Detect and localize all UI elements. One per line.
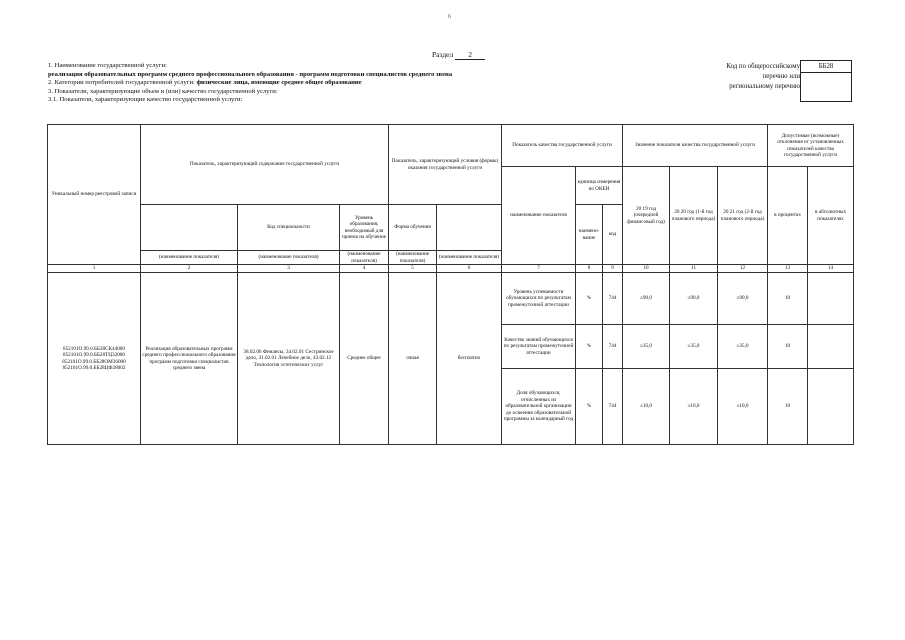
indicator-value-2: ≥90,0 xyxy=(670,273,718,325)
indicator-value-1: ≥90,0 xyxy=(623,273,670,325)
indicator-absolute xyxy=(808,273,854,325)
indicator-code: 744 xyxy=(603,369,623,445)
header-year2: 20 20 год (1-й год планового периода) xyxy=(670,167,718,265)
section-label: Раздел xyxy=(432,50,454,59)
indicator-deviation: 10 xyxy=(768,273,808,325)
category-label: 2. Категории потребителей государственной услуги: xyxy=(48,79,195,87)
colnum: 2 xyxy=(141,265,238,273)
header-quality: Показатель качества государственной услуги xyxy=(502,125,623,167)
header-absolute: в абсолютных показателях xyxy=(808,167,854,265)
note-indicator-2: (наименование показателя) xyxy=(238,251,340,265)
colnum: 12 xyxy=(718,265,768,273)
header-unit: единица измерения по ОКЕИ xyxy=(576,167,623,205)
header-year3: 20 21 год (2-й год планового периода) xyxy=(718,167,768,265)
cost-basis: бесплатно xyxy=(437,273,502,445)
header-deviation: Допустимые (возможные) отклонения от установленных показателей качества государственной услуги xyxy=(768,125,854,167)
code-label-line3: региональному перечню xyxy=(729,83,800,90)
indicator-code: 744 xyxy=(603,325,623,369)
colnum: 6 xyxy=(437,265,502,273)
indicator-value-3: ≤10,0 xyxy=(718,369,768,445)
colnum: 11 xyxy=(670,265,718,273)
header-specialty: Код специальности xyxy=(238,205,340,251)
indicator-unit: % xyxy=(576,325,603,369)
indicator-value-2: ≥35,0 xyxy=(670,325,718,369)
indicator-unit: % xyxy=(576,369,603,445)
colnum: 7 xyxy=(502,265,576,273)
colnum: 5 xyxy=(389,265,437,273)
indicator-value-2: ≤10,0 xyxy=(670,369,718,445)
education-level: Среднее общее xyxy=(340,273,389,445)
indicator-name: Доля обучающихся, отчисленных из образовательной организации до освоения образовательной программы за календарный год xyxy=(502,369,576,445)
colnum: 4 xyxy=(340,265,389,273)
indicators-label: 3. Показатели, характеризующие объем и (или) качество государственной услуги: xyxy=(48,87,278,95)
colnum: 13 xyxy=(768,265,808,273)
page-number: 6 xyxy=(448,14,451,20)
header-program xyxy=(141,205,238,251)
note-indicator-3: (наименование показателя) xyxy=(340,251,389,265)
indicator-unit: % xyxy=(576,273,603,325)
section-heading xyxy=(432,50,485,60)
code-label xyxy=(700,62,800,92)
header-percent: в процентах xyxy=(768,167,808,265)
indicator-value-3: ≥35,0 xyxy=(718,325,768,369)
header-form: Форма обучения xyxy=(389,205,437,251)
indicator-value-1: ≥35,0 xyxy=(623,325,670,369)
note-indicator-4: (наименование показателя) xyxy=(389,251,437,265)
category-value: физические лица, имеющие среднее общее образование xyxy=(196,79,362,87)
indicator-deviation: 10 xyxy=(768,369,808,445)
code-value: ББ28 xyxy=(801,61,851,73)
colnum: 9 xyxy=(603,265,623,273)
indicator-value-3: ≥90,0 xyxy=(718,273,768,325)
quality-table xyxy=(47,124,854,445)
service-description xyxy=(48,62,698,105)
section-number: 2 xyxy=(455,50,485,60)
indicator-code: 744 xyxy=(603,273,623,325)
header-year1: 20 19 год (очередной финансовый год) xyxy=(623,167,670,265)
program-name: Реализация образовательных программ среднего профессионального образования программ подготовки специалистов среднего звена xyxy=(141,273,238,445)
quality-label: 3.1. Показатели, характеризующие качество государственной услуги: xyxy=(48,96,243,104)
colnum: 8 xyxy=(576,265,603,273)
indicator-name: Качество знаний обучающихся по результатам промежуточной аттестации xyxy=(502,325,576,369)
indicator-deviation: 10 xyxy=(768,325,808,369)
header-unit-name: наимено-вание xyxy=(576,205,603,265)
colnum: 1 xyxy=(48,265,141,273)
header-values: Значение показателя качества государственной услуги xyxy=(623,125,768,167)
code-label-line2: перечню или xyxy=(762,73,800,80)
column-numbers-row xyxy=(48,265,854,273)
indicator-absolute xyxy=(808,369,854,445)
registry-numbers: 852101О.99.0.ББ28СК44000 852101О.99.0.ББ28ТЦ32000 852101О.99.0.ББ28ОМ36000 852101О.99.0.ББ28ЦФ28002 xyxy=(48,273,141,445)
colnum: 3 xyxy=(238,265,340,273)
note-indicator-5: (наименование показателя) xyxy=(437,251,502,265)
header-level: Уровень образования, необходимый для приема на обучение xyxy=(340,205,389,251)
header-content: Показатель, характеризующий содержание государственной услуги xyxy=(141,125,389,205)
note-indicator-1: (наименование показателя) xyxy=(141,251,238,265)
colnum: 14 xyxy=(808,265,854,273)
code-box xyxy=(800,60,852,102)
indicator-name: Уровень успеваемости обучающихся по результатам промежуточной аттестации xyxy=(502,273,576,325)
study-form: очная xyxy=(389,273,437,445)
colnum: 10 xyxy=(623,265,670,273)
header-indicator-name: наименование показателя xyxy=(502,167,576,265)
header-unit-code: код xyxy=(603,205,623,265)
header-cost xyxy=(437,205,502,251)
indicator-absolute xyxy=(808,325,854,369)
table-row xyxy=(48,273,854,325)
service-name-value: реализация образовательных программ среднего профессионального образования - программ подготовки специалистов среднего звена xyxy=(48,70,453,78)
specialty-codes: 38.02.06 Финансы, 34.02.01 Сестринское дело, 31.02.01 Лечебное дело, 43.02.12 Технология эстетических услуг xyxy=(238,273,340,445)
header-conditions: Показатель, характеризующий условия (формы) оказания государственной услуги xyxy=(389,125,502,205)
indicator-value-1: ≤10,0 xyxy=(623,369,670,445)
header-unique-number: Уникальный номер реестровой записи xyxy=(48,125,141,265)
code-label-line1: Код по общероссийскому xyxy=(726,63,800,70)
service-name-label: 1. Наименование государственной услуги: xyxy=(48,62,167,69)
